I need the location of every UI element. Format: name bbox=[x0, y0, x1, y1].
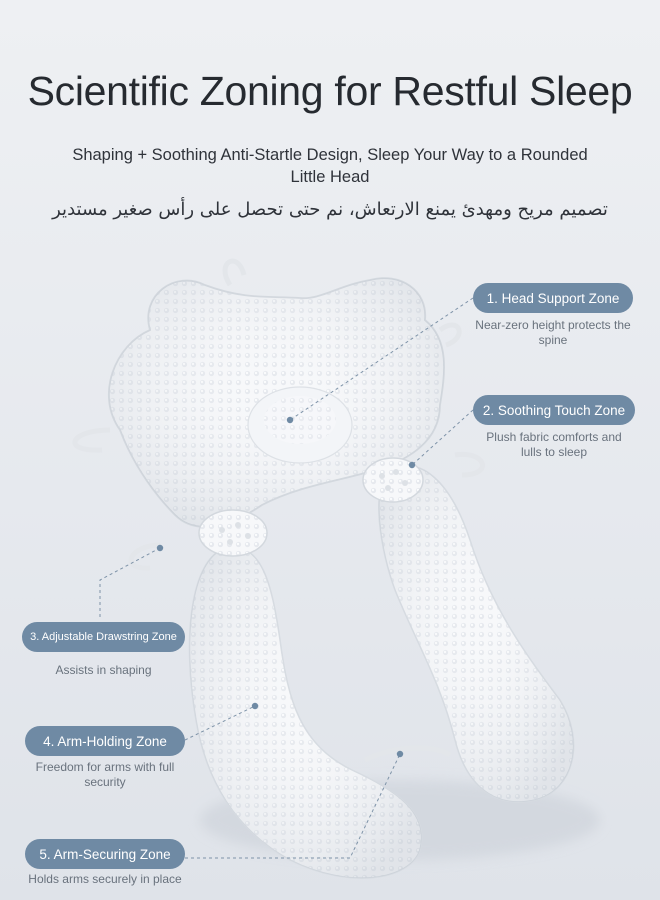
page-subtitle-arabic: تصميم مريح ومهدئ يمنع الارتعاش، نم حتى تحصل على رأس صغير مستدير bbox=[52, 199, 608, 220]
zone-1-label: 1. Head Support Zone bbox=[473, 283, 633, 313]
zone-2-label: 2. Soothing Touch Zone bbox=[473, 395, 635, 425]
zone-4-label: 4. Arm-Holding Zone bbox=[25, 726, 185, 756]
zone-3-label: 3. Adjustable Drawstring Zone bbox=[22, 622, 185, 652]
zone-1-description: Near-zero height protects the spine bbox=[475, 318, 631, 347]
zone-5-description: Holds arms securely in place bbox=[28, 872, 182, 886]
zone-3-description: Assists in shaping bbox=[55, 663, 152, 677]
page-subtitle: Shaping + Soothing Anti-Startle Design, Sleep Your Way to a Rounded Little Head bbox=[72, 146, 588, 186]
zone-2-description: Plush fabric comforts and lulls to sleep bbox=[486, 430, 622, 459]
zone-4-description: Freedom for arms with full security bbox=[35, 760, 175, 789]
page-title: Scientific Zoning for Restful Sleep bbox=[27, 68, 633, 114]
soothing-bump-left bbox=[199, 510, 267, 556]
zone-5-label: 5. Arm-Securing Zone bbox=[25, 839, 185, 869]
